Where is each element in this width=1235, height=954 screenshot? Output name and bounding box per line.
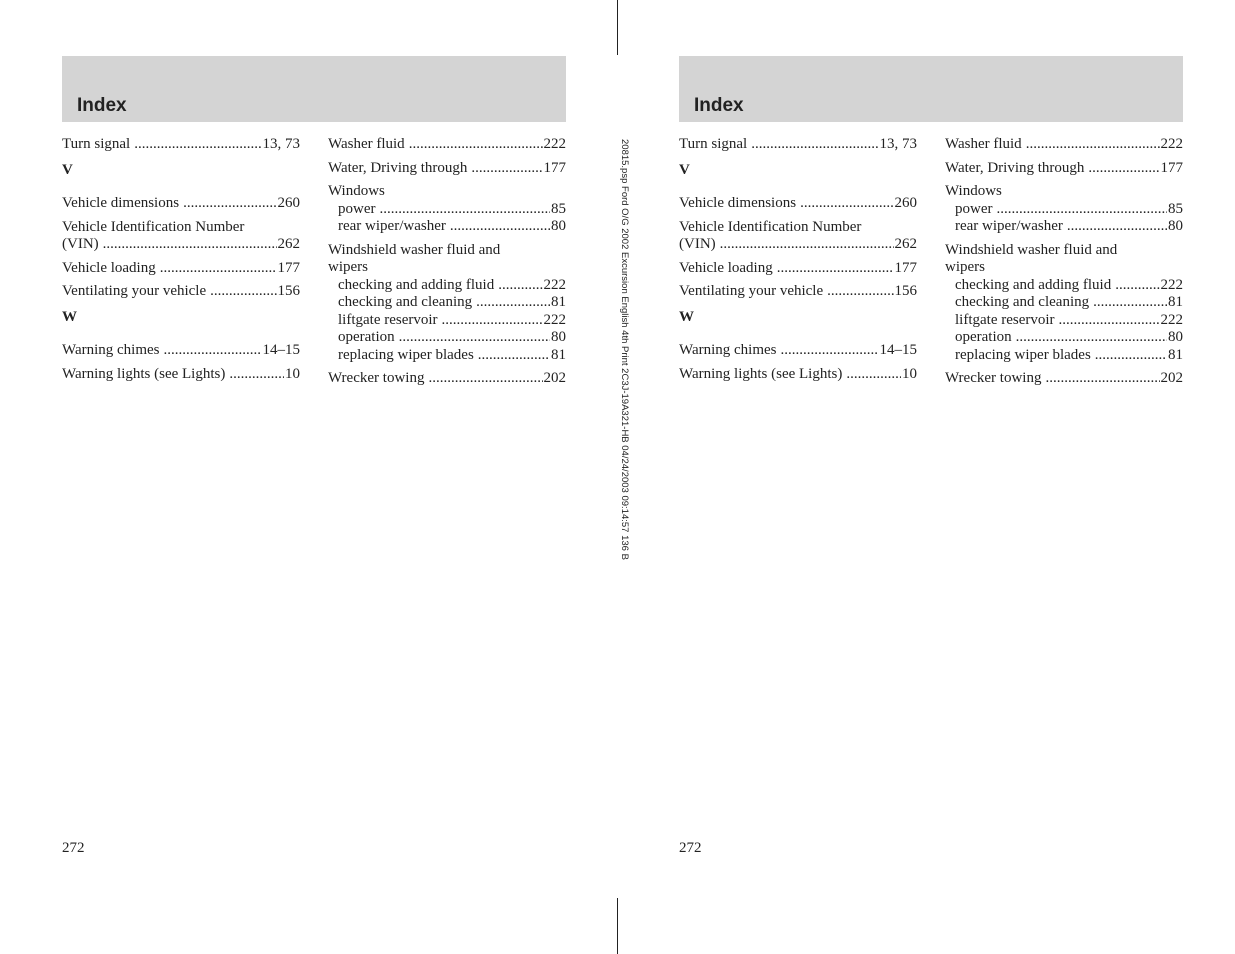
sub-entry — [945, 347, 1183, 365]
entry-page: 222 — [543, 136, 566, 152]
entry-term: checking and adding fluid — [955, 276, 1112, 293]
entry-page: 262 — [277, 236, 300, 252]
entry-page: 81 — [1168, 294, 1183, 310]
right-page — [679, 0, 1184, 954]
sub-entry — [328, 218, 566, 236]
crop-line-top — [617, 0, 618, 55]
entry-term: Ventilating your vehicle — [62, 283, 207, 299]
crop-line-bottom — [617, 898, 618, 954]
sub-entry — [945, 218, 1183, 236]
entry-page: 177 — [277, 259, 300, 276]
index-entry-warning-lights — [679, 366, 917, 384]
sub-entry — [945, 329, 1183, 347]
index-entry-windows — [328, 183, 566, 236]
index-entry-vehicle-loading — [62, 260, 300, 278]
entry-term: Turn signal — [62, 136, 131, 152]
entry-page: 260 — [894, 195, 917, 211]
index-entry-ventilating — [62, 283, 300, 301]
sub-entry — [945, 294, 1183, 312]
entry-term: (VIN) — [679, 236, 716, 252]
index-entry-turn-signal — [679, 136, 917, 154]
index-entry-washer-fluid — [945, 136, 1183, 154]
entry-page: 260 — [277, 195, 300, 211]
index-entry-vin — [62, 219, 300, 254]
index-column-2 — [945, 136, 1183, 394]
index-entry-windows — [945, 183, 1183, 236]
entry-term: operation — [338, 329, 395, 345]
sub-entry — [328, 312, 566, 330]
page-title: Index — [77, 95, 127, 116]
index-column-1 — [679, 136, 917, 389]
sub-entry — [328, 277, 566, 295]
entry-page: 156 — [894, 283, 917, 299]
index-entry-warning-lights — [62, 366, 300, 384]
entry-page: 80 — [1168, 329, 1183, 345]
index-entry-water-driving — [945, 160, 1183, 178]
entry-term: Water, Driving through — [945, 159, 1085, 176]
index-entry-wrecker — [945, 370, 1183, 388]
index-entry-vehicle-dimensions — [679, 195, 917, 213]
index-entry-windshield — [328, 242, 566, 365]
entry-term: Vehicle dimensions — [679, 195, 797, 211]
index-entry-washer-fluid — [328, 136, 566, 154]
entry-term: Vehicle Identification Number — [679, 218, 862, 235]
entry-term: liftgate reservoir — [338, 311, 438, 328]
sub-entry — [328, 347, 566, 365]
index-entry-turn-signal — [62, 136, 300, 154]
print-imprint: 20815.psp Ford O/G 2002 Excursion English 4th Print 2C3J-19A321-HB 04/24/2003 09:14:57 136 B — [619, 139, 630, 560]
page-number: 272 — [679, 840, 702, 856]
entry-term: checking and cleaning — [338, 294, 473, 310]
entry-term: Warning lights (see Lights) — [679, 365, 843, 382]
entry-term: Vehicle Identification Number — [62, 218, 245, 235]
section-letter-w: W — [679, 308, 694, 325]
entry-page: 80 — [1168, 218, 1183, 234]
entry-page: 222 — [1160, 276, 1183, 293]
section-letter-w: W — [62, 308, 77, 325]
index-entry-wrecker — [328, 370, 566, 388]
header-bar — [62, 56, 566, 122]
entry-page: 80 — [551, 218, 566, 234]
page-title: Index — [694, 95, 744, 116]
entry-term: Ventilating your vehicle — [679, 283, 824, 299]
entry-term: rear wiper/washer — [338, 218, 446, 234]
entry-term: Windows — [945, 183, 1002, 199]
entry-page: 14–15 — [262, 342, 300, 358]
entry-term: checking and adding fluid — [338, 276, 495, 293]
entry-page: 222 — [543, 311, 566, 328]
index-entry-vehicle-dimensions — [62, 195, 300, 213]
entry-term: power — [338, 200, 376, 217]
index-entry-vehicle-loading — [679, 260, 917, 278]
sub-entry — [945, 312, 1183, 330]
entry-term: checking and cleaning — [955, 294, 1090, 310]
entry-page: 222 — [543, 276, 566, 293]
header-bar — [679, 56, 1183, 122]
entry-page: 80 — [551, 329, 566, 345]
entry-page: 14–15 — [879, 342, 917, 358]
entry-term: power — [955, 200, 993, 217]
entry-term: Warning chimes — [679, 342, 777, 358]
left-page — [62, 0, 567, 954]
entry-page: 85 — [551, 200, 566, 217]
entry-term: Wrecker towing — [328, 370, 425, 386]
entry-page: 177 — [1160, 159, 1183, 176]
entry-term: Vehicle loading — [62, 259, 156, 276]
entry-page: 81 — [551, 346, 566, 363]
entry-term: Windshield washer fluid and — [328, 241, 501, 258]
entry-page: 13, 73 — [879, 136, 917, 152]
sub-entry — [328, 329, 566, 347]
entry-term: wipers — [945, 259, 985, 275]
entry-page: 222 — [1160, 311, 1183, 328]
entry-term: Warning chimes — [62, 342, 160, 358]
entry-page: 262 — [894, 236, 917, 252]
entry-page: 177 — [894, 259, 917, 276]
index-entry-vin — [679, 219, 917, 254]
entry-term: Washer fluid — [945, 136, 1022, 152]
entry-page: 222 — [1160, 136, 1183, 152]
entry-term: Water, Driving through — [328, 159, 468, 176]
entry-page: 81 — [1168, 346, 1183, 363]
index-entry-warning-chimes — [62, 342, 300, 360]
index-entry-ventilating — [679, 283, 917, 301]
entry-term: replacing wiper blades — [955, 346, 1091, 363]
entry-page: 85 — [1168, 200, 1183, 217]
entry-term: replacing wiper blades — [338, 346, 474, 363]
section-letter-v: V — [62, 161, 73, 178]
sub-entry — [945, 277, 1183, 295]
entry-page: 202 — [543, 370, 566, 386]
entry-page: 202 — [1160, 370, 1183, 386]
entry-page: 156 — [277, 283, 300, 299]
sub-entry — [945, 201, 1183, 219]
entry-term: operation — [955, 329, 1012, 345]
page-number: 272 — [62, 840, 85, 856]
index-entry-warning-chimes — [679, 342, 917, 360]
index-column-1 — [62, 136, 300, 389]
entry-term: liftgate reservoir — [955, 311, 1055, 328]
sub-entry — [328, 201, 566, 219]
section-letter-v: V — [679, 161, 690, 178]
sub-entry — [328, 294, 566, 312]
entry-page: 81 — [551, 294, 566, 310]
entry-term: Turn signal — [679, 136, 748, 152]
entry-term: Washer fluid — [328, 136, 405, 152]
entry-page: 177 — [543, 159, 566, 176]
entry-term: Windshield washer fluid and — [945, 241, 1118, 258]
index-entry-windshield — [945, 242, 1183, 365]
entry-term: Vehicle dimensions — [62, 195, 180, 211]
index-entry-water-driving — [328, 160, 566, 178]
entry-term: (VIN) — [62, 236, 99, 252]
entry-page: 10 — [285, 365, 300, 382]
index-column-2 — [328, 136, 566, 394]
entry-page: 10 — [902, 365, 917, 382]
entry-term: Vehicle loading — [679, 259, 773, 276]
entry-page: 13, 73 — [262, 136, 300, 152]
entry-term: Wrecker towing — [945, 370, 1042, 386]
entry-term: rear wiper/washer — [955, 218, 1063, 234]
entry-term: Warning lights (see Lights) — [62, 365, 226, 382]
entry-term: Windows — [328, 183, 385, 199]
entry-term: wipers — [328, 259, 368, 275]
